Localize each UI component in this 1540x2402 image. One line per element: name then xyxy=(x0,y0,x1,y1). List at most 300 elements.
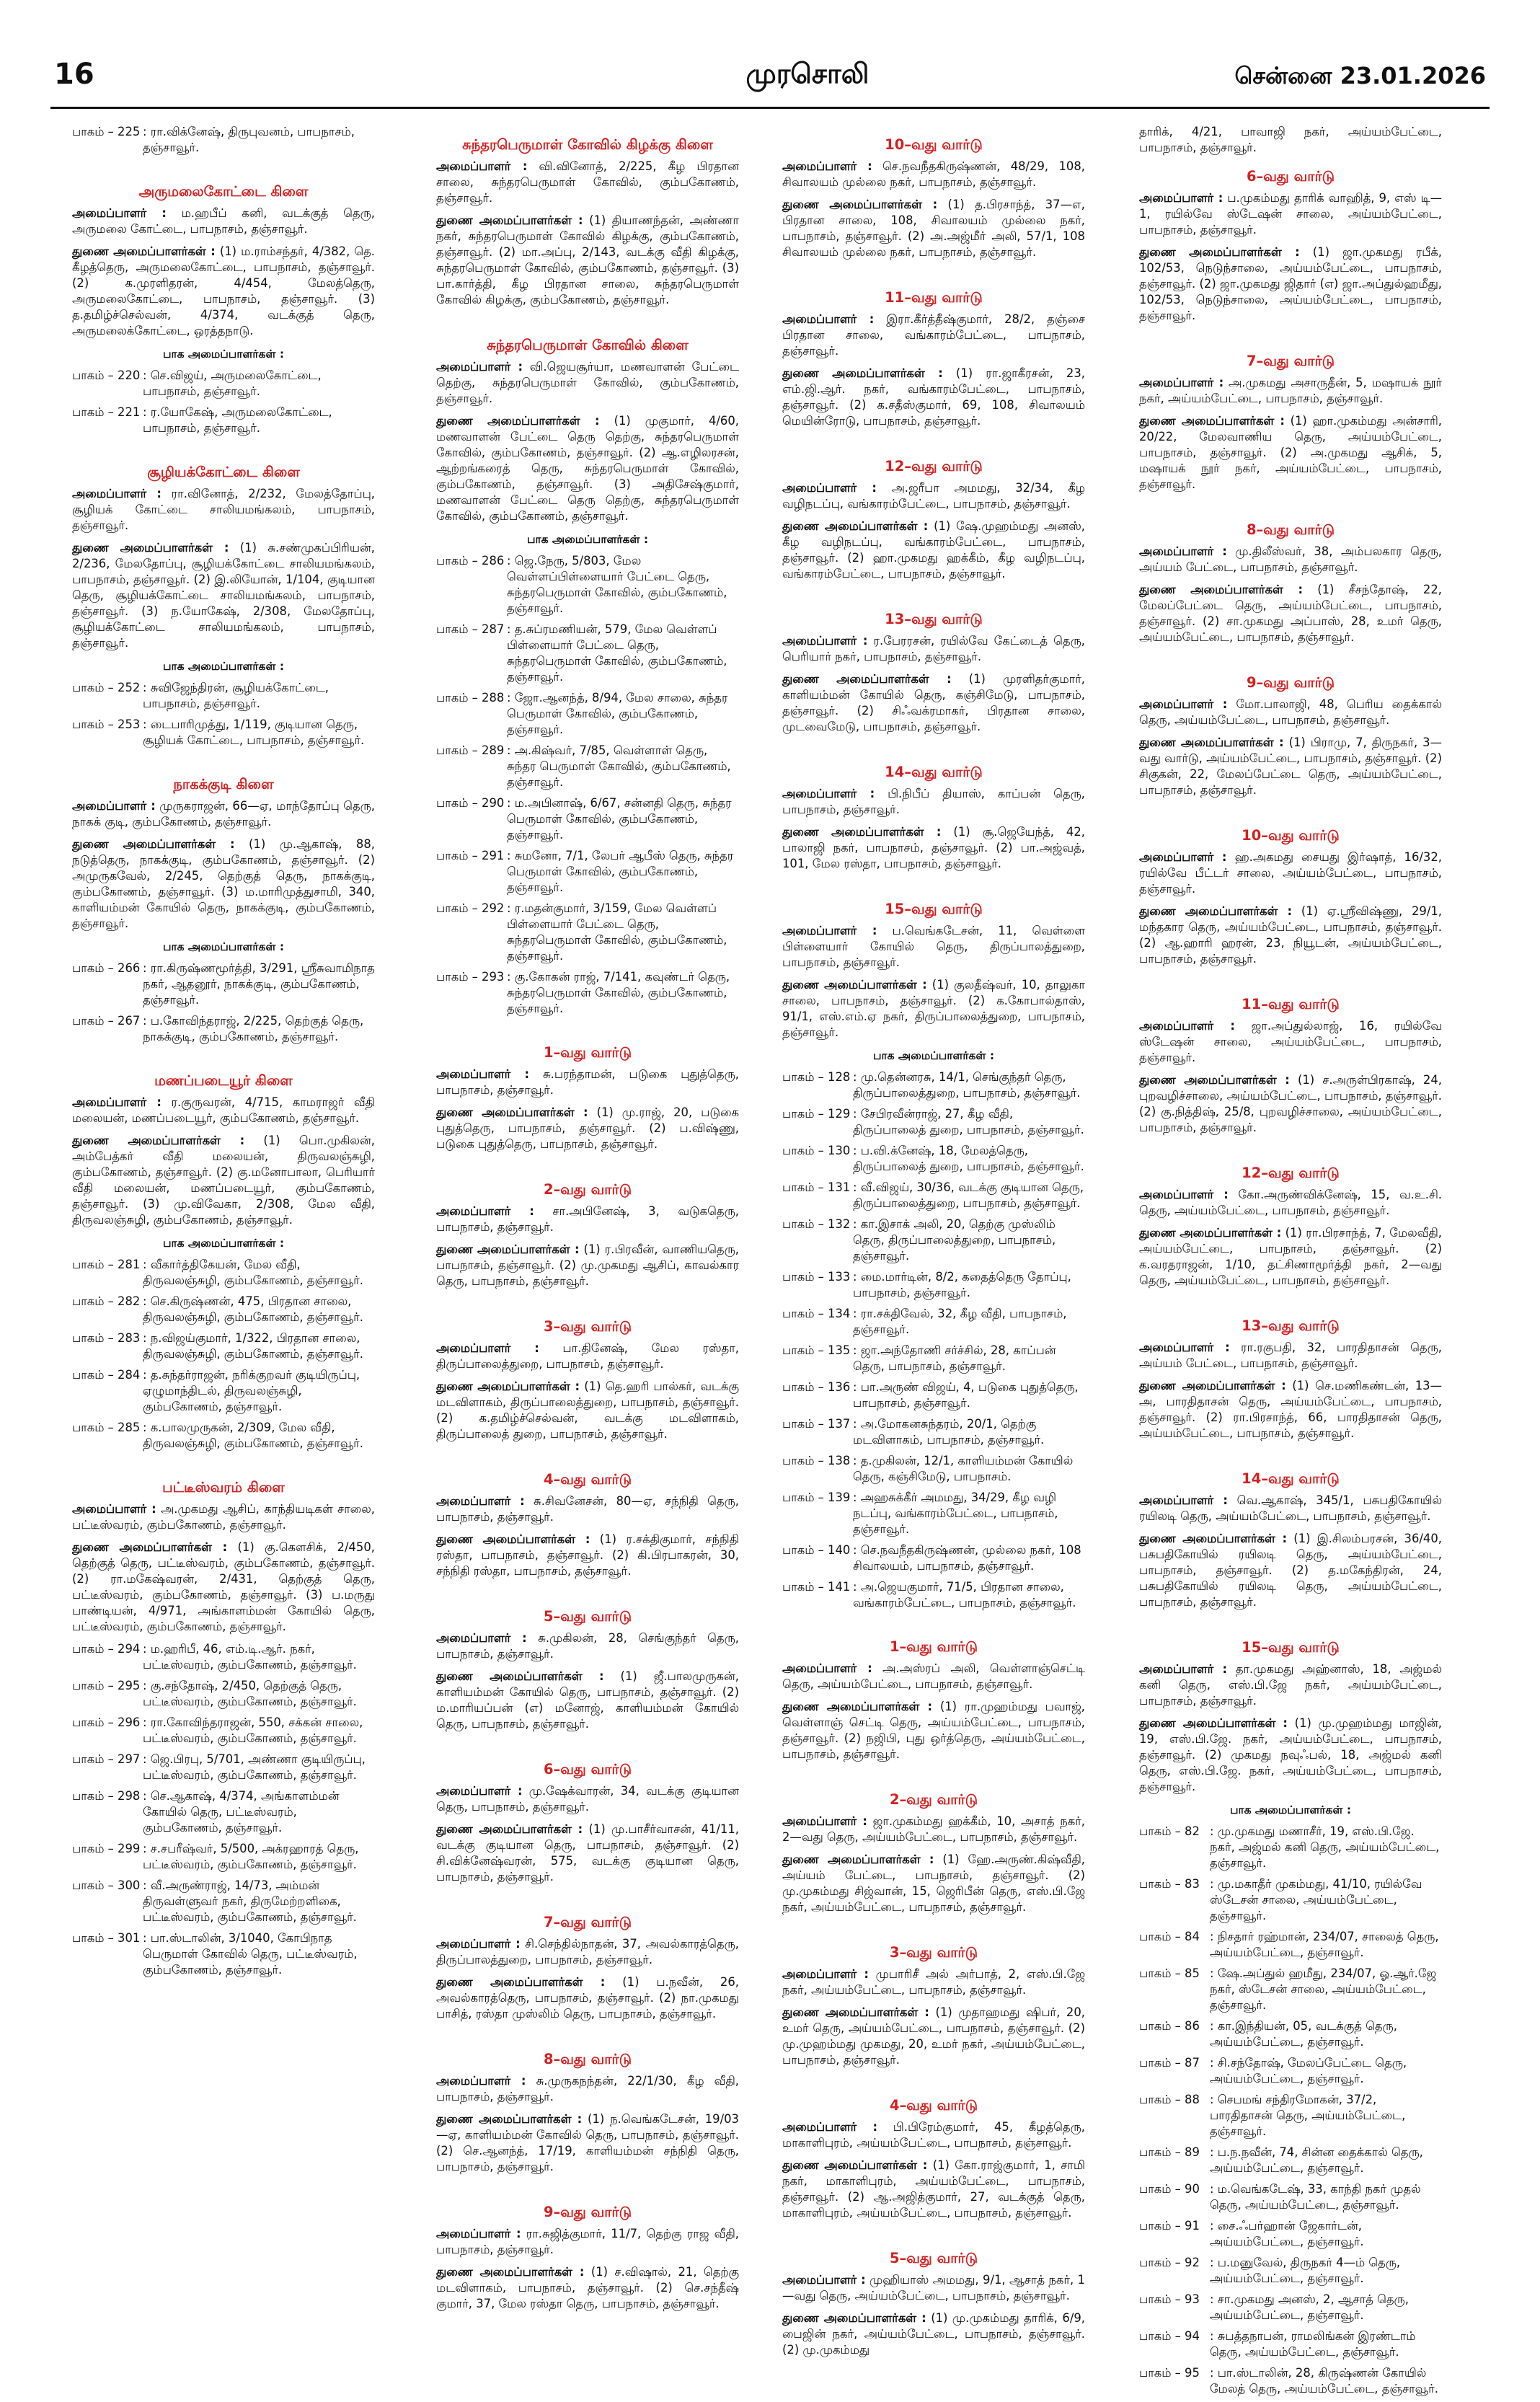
section xyxy=(1139,1295,1442,1441)
section-gap xyxy=(436,314,739,324)
section xyxy=(782,588,1085,735)
role-label: துணை அமைப்பாளர்கள் : xyxy=(72,837,235,851)
section-title: 3–வது வார்டு xyxy=(543,1318,632,1335)
booth-number: பாகம் – 82 xyxy=(1139,1824,1200,1838)
booth-person: : ரா.சக்திவேல், 32, கீழ வீதி, பாபநாசம், தஞ்சாவூர். xyxy=(853,1307,1067,1336)
member-paragraph xyxy=(1139,735,1442,798)
member-paragraph xyxy=(1139,1493,1442,1524)
booth-number: பாகம் – 134 xyxy=(782,1307,851,1320)
member-paragraph xyxy=(782,197,1085,260)
booth-person: : கா.இந்தியன், 05, வடக்குத் தெரு, அய்யம்பேட்டை, தஞ்சாவூர். xyxy=(1210,2019,1397,2049)
member-details: (1) மு.பாசீர்வாசன், 41/11, வடக்கு குடியான தெரு, பாபநாசம், தஞ்சாவூர். (2) சி.விக்னேஷ்வரன், 575, வடக்கு குடியான தெரு, பாபநாசம், தஞ்சாவூர். xyxy=(436,1822,739,1884)
booth-entry xyxy=(72,1294,375,1325)
member-paragraph xyxy=(782,1699,1085,1762)
member-paragraph xyxy=(436,2111,739,2175)
newspaper-name: முரசொலி xyxy=(745,58,869,89)
section-gap xyxy=(72,161,375,171)
role-label: அமைப்பாளர் : xyxy=(1139,191,1223,205)
section-gap xyxy=(1139,1617,1442,1627)
member-paragraph xyxy=(436,1783,739,1815)
booth-person: : ஜெ.நேரு, 5/803, மேல வெள்ளப்பிள்ளையார் பேட்டை தெரு, சுந்தரபெருமாள் கோவில், கும்பகோணம், தஞ்சாவூர். xyxy=(507,554,727,615)
section-title: 2–வது வார்டு xyxy=(889,1791,978,1808)
member-details: ரா.ரகுபதி, 32, பாரதிதாசன் தெரு, அய்யம் பேட்டை, பாபநாசம், தஞ்சாவூர். xyxy=(1139,1341,1442,1370)
role-label: துணை அமைப்பாளர்கள் : xyxy=(1139,414,1285,428)
booth-number: பாகம் – 137 xyxy=(782,1417,851,1431)
member-details: (1) சு.சண்முகப்பிரியன், 2/236, மேலதோப்பு, சூழியக்கோட்டை சாலியமங்கலம், பாபநாசம், தஞ்சாவூர். (2) இ.லியோன், 1/104, குடியான தெரு, சூழியக்கோட்டை சாலியமங்கலம், பாபநாசம், தஞ்சாவூர். (3) ந.யோகேஷ், 2/308, மேலதோப்பு, சூழியக்கோட்டை சாலியமங்கலம், பாபநாசம், தஞ்சாவூர். xyxy=(72,541,375,650)
role-label: அமைப்பாளர் : xyxy=(1139,697,1228,711)
booth-entry xyxy=(72,1367,375,1415)
section-title: நாகக்குடி கிளை xyxy=(173,776,274,792)
role-label: துணை அமைப்பாளர்கள் : xyxy=(436,1242,580,1256)
section xyxy=(436,314,739,1017)
section xyxy=(782,1616,1085,1762)
booth-person: : சா.முகமது அனஸ், 2, ஆசாத் தெரு, அய்யம்பேட்டை, தஞ்சாவூர். xyxy=(1210,2292,1409,2322)
booth-entry xyxy=(782,1490,1085,1537)
booth-number: பாகம் – 135 xyxy=(782,1343,851,1357)
section xyxy=(782,2227,1085,2358)
booth-number: பாகம் – 285 xyxy=(72,1421,141,1434)
member-details: (1) ச.விஷால், 21, தெற்கு மடவிளாகம், பாபநாசம், தஞ்சாவூர். (2) செ.சந்தீஷ் குமார், 37, மேல ரஸ்தா தெரு, பாபநாசம், தஞ்சாவூர். xyxy=(436,2265,739,2310)
booth-entry xyxy=(72,1013,375,1045)
member-paragraph xyxy=(1139,697,1442,728)
section-title: 13–வது வார்டு xyxy=(1242,1317,1340,1334)
section-gap xyxy=(436,1891,739,1902)
role-label: அமைப்பாளர் : xyxy=(782,2273,866,2287)
booth-person: : சுமனோ, 7/1, லேபர் ஆபீஸ் தெரு, சுந்தர பெருமாள் கோவில், கும்பகோணம், தஞ்சாவூர். xyxy=(507,849,734,894)
booth-person: : வீகார்த்திகேயன், மேல வீதி, திருவலஞ்சுழி, கும்பகோணம், தஞ்சாவூர். xyxy=(143,1258,363,1287)
member-details: ஹ.அகமது சையது இர்ஷாத், 16/32, ரயில்வே பீட்டர் சாலை, அய்யம்பேட்டை, பாபநாசம், தஞ்சாவூர். xyxy=(1139,850,1442,896)
role-label: அமைப்பாளர் : xyxy=(436,2074,526,2088)
section xyxy=(436,1296,739,1442)
member-details: வி.ஜெயசூர்யா, மணவாளன் பேட்டை தெற்கு, சுந்தரபெருமாள் கோவில், கும்பகோணம், தஞ்சாவூர். xyxy=(436,360,739,405)
section-gap xyxy=(782,741,1085,751)
section-title: 12–வது வார்டு xyxy=(1242,1165,1340,1181)
role-label: அமைப்பாளர் : xyxy=(436,1204,534,1218)
role-label: அமைப்பாளர் : xyxy=(1139,850,1227,864)
booth-number: பாகம் – 140 xyxy=(782,1543,851,1557)
member-paragraph xyxy=(782,2158,1085,2221)
member-details: (1) கோ.ராஜ்குமார், 1, சாமி நகர், மாகாளிபுரம், அய்யம்பேட்டை, பாபநாசம், தஞ்சாவூர். (2) ஆ.அஜித்குமார், 27, வடக்குத் தெரு, மாகாளிபுரம், அய்யம்பேட்டை, பாபநாசம், தஞ்சாவூர். xyxy=(782,2158,1085,2220)
role-label: துணை அமைப்பாளர்கள் : xyxy=(436,213,583,227)
member-details: மு.திலீஸ்வர், 38, அம்பலகார தெரு, அய்யம் பேட்டை, பாபநாசம், தஞ்சாவூர். xyxy=(1139,544,1442,574)
booth-number: பாகம் – 289 xyxy=(436,743,505,757)
role-label: துணை அமைப்பாளர்கள் : xyxy=(1139,904,1293,918)
section-title: 4–வது வார்டு xyxy=(543,1471,632,1488)
member-details: (1) சூ.ஜெயேந்த், 42, பாலாஜி நகர், பாபநாசம், தஞ்சாவூர். (2) பா.அஜ்வத், 101, மேல ரஸ்தா, பாபநாசம், தஞ்சாவூர். xyxy=(782,825,1085,870)
section-gap xyxy=(72,1050,375,1060)
booth-entry xyxy=(72,1257,375,1289)
member-details: (1) ரா.முஹம்மது பவாஜ், வெள்ளாஞ் செட்டி தெரு, அய்யம்பேட்டை, பாபநாசம், தஞ்சாவூர். (2) நஜிபி, புது ஒர்த்தெரு, அய்யம்பேட்டை, பாபநாசம், தஞ்சாவூர். xyxy=(782,1700,1085,1761)
section-title: 7–வது வார்டு xyxy=(1246,353,1335,369)
member-details: (1) ர.பிரவீன், வாணியதெரு, பாபநாசம், தஞ்சாவூர். (2) மு.முகமது ஆசிப், காவல்கார தெரு, பாபநாசம், தஞ்சாவூர். xyxy=(436,1242,739,1288)
role-label: அமைப்பாளர் : xyxy=(436,1937,521,1951)
booth-number: பாகம் – 132 xyxy=(782,1217,851,1231)
section-title: பட்டீஸ்வரம் கிளை xyxy=(162,1479,285,1496)
booth-number: பாகம் – 84 xyxy=(1139,1930,1200,1943)
section xyxy=(72,161,375,436)
booth-number: பாகம் – 292 xyxy=(436,901,505,915)
booth-entry xyxy=(1139,1929,1442,1961)
member-paragraph xyxy=(72,206,375,237)
section-gap xyxy=(782,1616,1085,1626)
booth-entry xyxy=(782,1269,1085,1301)
booth-number: பாகம் – 88 xyxy=(1139,2093,1200,2106)
booth-person: : மு.தென்னரசு, 14/1, செங்குந்தர் தெரு, திருப்பாலைத்துறை, பாபநாசம், தஞ்சாவூர். xyxy=(853,1070,1081,1100)
member-details: (1) ம.ராம்சந்தர், 4/382, தெ. கீழத்தெரு, அருமலைகோட்டை, பாபநாசம், தஞ்சாவூர். (2) க.முரளிதரன், 4/454, மேலத்தெரு, அருமலைகோட்டை, பாபநாசம், தஞ்சாவூர். (3) த.தமிழ்ச்செல்வன், 4/374, வடக்குத் தெரு, அருமலைக்கோட்டை, ஒரத்தநாடு. xyxy=(72,244,375,337)
section xyxy=(436,1159,739,1289)
role-label: அமைப்பாளர் : xyxy=(1139,1493,1228,1507)
booth-number: பாகம் – 89 xyxy=(1139,2145,1200,2159)
member-details: வெ.ஆகாஷ், 345/1, பசுபதிகோயில் ரயிலடி தெரு, அய்யம்பேட்டை, பாபநாசம், தஞ்சாவூர். xyxy=(1139,1493,1442,1523)
booth-person: : மு.முகமது மணாசீர், 19, எஸ்.பி.ஜே. நகர், அஜ்மல் கனி தெரு, அய்யம்பேட்டை, தஞ்சாவூர். xyxy=(1210,1824,1440,1870)
booth-person: : த.சுப்ரமணியன், 579, மேல வெள்ளப் பிள்ளையார் பேட்டை தெரு, சுந்தரபெருமாள் கோவில், கும்பகோணம், தஞ்சாவூர். xyxy=(507,622,727,684)
member-details: அ.முகமது ஆசிப், காந்தியடிகள் சாலை, பட்டீஸ்வரம், கும்பகோணம், தஞ்சாவூர். xyxy=(72,1502,375,1532)
booth-entry xyxy=(782,1143,1085,1175)
section xyxy=(1139,1617,1442,2397)
booth-entry xyxy=(72,1715,375,1747)
booth-entry xyxy=(782,1343,1085,1374)
member-paragraph xyxy=(1139,413,1442,493)
booth-entry xyxy=(1139,2181,1442,2213)
booth-number: பாகம் – 133 xyxy=(782,1270,851,1284)
booth-person: : மை.மார்டின், 8/2, கதைத்தெரு தோப்பு, பாபநாசம், தஞ்சாவூர். xyxy=(853,1270,1071,1299)
section-gap xyxy=(72,441,375,451)
section-title: 6–வது வார்டு xyxy=(1246,168,1335,185)
role-label: அமைப்பாளர் : xyxy=(1139,376,1224,389)
role-label: அமைப்பாளர் : xyxy=(72,487,161,500)
booth-entry xyxy=(436,795,739,843)
member-details: (1) ப.நவீன், 26, அவல்காரத்தெரு, பாபநாசம், தஞ்சாவூர். (2) நா.முகமது பாசித், ரஸ்தா முஸ்லிம் தெரு, பாபநாசம், தஞ்சாவூர். xyxy=(436,1975,739,2021)
booth-entry xyxy=(72,1641,375,1673)
section-title: 8–வது வார்டு xyxy=(1246,521,1335,538)
member-details: (1) தெ.ஹரி பால்கர், வடக்கு மடவிளாகம், திருப்பாலைத்துறை, பாபநாசம், தஞ்சாவூர். (2) க.தமிழ்ச்செல்வன், வடக்கு மடவிளாகம், திருப்பாலைத் துறை, பாபநாசம், தஞ்சாவூர். xyxy=(436,1379,739,1441)
member-paragraph xyxy=(782,923,1085,971)
booth-entry xyxy=(72,124,375,156)
section-gap xyxy=(1139,805,1442,815)
member-paragraph xyxy=(436,413,739,524)
section-gap xyxy=(72,754,375,764)
section-title: 9–வது வார்டு xyxy=(1246,674,1335,691)
booth-person: : த.சுந்தர்ராஜன், நரிக்குறவர் குடியிருப்பு, ஏழுமாந்திடல், திருவலஞ்சுழி, கும்பகோணம், தஞ்சாவூர். xyxy=(143,1368,360,1413)
section-title: 5–வது வார்டு xyxy=(543,1608,632,1625)
booth-entry xyxy=(1139,2292,1442,2323)
section-title: 8–வது வார்டு xyxy=(543,2051,632,2067)
role-label: துணை அமைப்பாளர்கள் : xyxy=(782,672,952,686)
section-gap xyxy=(436,2028,739,2039)
section xyxy=(72,1457,375,1978)
role-label: அமைப்பாளர் : xyxy=(1139,544,1227,558)
booth-person: : செ.கிருஷ்ணன், 475, பிரதான சாலை, திருவலஞ்சுழி, கும்பகோணம், தஞ்சாவூர். xyxy=(143,1294,363,1324)
role-label: துணை அமைப்பாளர்கள் : xyxy=(72,1540,228,1554)
booth-entry xyxy=(1139,2218,1442,2250)
section xyxy=(1139,499,1442,645)
member-details: (1) முகுமார், 4/60, மணவாளன் பேட்டை தெரு தெற்கு, சுந்தரபெருமாள் கோவில், கும்பகோணம், தஞ்சாவூர். (2) ஆ.எழிலரசன், ஆற்றங்கரைத் தெரு, சுந்தரபெருமாள் கோவில், கும்பகோணம், தஞ்சாவூர். (3) அதிசேஷ்குமார், மணவாளன் பேட்டை தெரு தெற்கு, சுந்தரபெருமாள் கோவில், கும்பகோணம், தஞ்சாவூர். xyxy=(436,414,739,523)
member-paragraph xyxy=(436,1822,739,1885)
role-label: அமைப்பாளர் : xyxy=(782,924,877,937)
member-paragraph xyxy=(72,244,375,339)
section-title: அருமலைகோட்டை கிளை xyxy=(138,183,309,200)
booth-number: பாகம் – 282 xyxy=(72,1294,141,1308)
section xyxy=(1139,1448,1442,1610)
member-paragraph xyxy=(782,671,1085,735)
member-paragraph xyxy=(782,2005,1085,2068)
member-paragraph xyxy=(72,1501,375,1533)
booth-person: : ரா.கிருஷ்ணமூர்த்தி, 3/291, ஸ்ரீசுவாமிநாத நகர், ஆதனூர், நாகக்குடி, கும்பகோணம், தஞ்சாவூர். xyxy=(143,961,375,1007)
member-paragraph xyxy=(782,2272,1085,2304)
role-label: துணை அமைப்பாளர்கள் : xyxy=(1139,1379,1286,1392)
booth-number: பாகம் – 141 xyxy=(782,1580,851,1594)
member-paragraph xyxy=(1139,1531,1442,1610)
page-number: 16 xyxy=(54,58,94,91)
member-paragraph xyxy=(436,1067,739,1098)
section-gap xyxy=(782,588,1085,599)
booth-person: : சி.சந்தோஷ், மேலப்பேட்டை தெரு, அய்யம்பேட்டை, தஞ்சாவூர். xyxy=(1210,2056,1407,2085)
role-label: துணை அமைப்பாளர்கள் : xyxy=(436,2265,585,2279)
section xyxy=(1139,330,1442,493)
member-paragraph xyxy=(782,366,1085,429)
member-paragraph xyxy=(1139,190,1442,238)
header-rule xyxy=(50,107,1490,109)
booth-person: : பா.ஸ்டாலின், 28, கிருஷ்ணன் கோயில் மேலத் தெரு, அய்யம்பேட்டை, தஞ்சாவூர். xyxy=(1210,2366,1438,2396)
section-gap xyxy=(1139,330,1442,340)
booth-entry xyxy=(782,1453,1085,1485)
role-label: அமைப்பாளர் : xyxy=(782,159,872,173)
member-paragraph xyxy=(436,1936,739,1968)
booth-number: பாகம் – 291 xyxy=(436,849,505,862)
member-details: (1) மு.முஹம்மது மாஜின், 19, எஸ்.பி.ஜே. நகர், அய்யம்பேட்டை, பாபநாசம், தஞ்சாவூர். (2) முகமது நவுஃபல், 18, அஜ்மல் கனி தெரு, எஸ்.பி.ஜே. நகர், அய்யம்பேட்டை, பாபநாசம், தஞ்சாவூர். xyxy=(1139,1716,1442,1793)
booth-number: பாகம் – 286 xyxy=(436,554,505,568)
section-title: 14–வது வார்டு xyxy=(885,764,983,780)
section xyxy=(1139,652,1442,798)
member-details: (1) மு.ராஜ், 20, படுகை புதுத்தெரு, பாபநாசம், தஞ்சாவூர். (2) ப.விஷ்ணு, படுகை புதுத்தெரு, பாபநாசம், தஞ்சாவூர். xyxy=(436,1105,739,1151)
booth-number: பாகம் – 266 xyxy=(72,961,141,975)
booth-entry xyxy=(72,405,375,436)
role-label: துணை அமைப்பாளர்கள் : xyxy=(782,2311,926,2325)
member-details: அ.ஜரீபா அமமது, 32/34, கீழ வழிநடப்பு, வங்காரம்பேட்டை, பாபநாசம், தஞ்சாவூர். xyxy=(782,481,1085,511)
section-gap xyxy=(1139,973,1442,984)
booth-number: பாகம் – 128 xyxy=(782,1070,851,1084)
member-details: (1) ஹே.அருண்.கிஷ்வீதி, அய்யம் பேட்டை, பாபநாசம், தஞ்சாவூர். (2) மு.முகம்மது சிஜ்வான், 15, ஜெரிபீன் தெரு, எஸ்.பி.ஜே நகர், அய்யம்பேட்டை, பாபநாசம், தஞ்சாவூர். xyxy=(782,1853,1085,1914)
member-paragraph xyxy=(72,836,375,932)
role-label: அமைப்பாளர் : xyxy=(1139,1341,1230,1354)
role-label: துணை அமைப்பாளர்கள் : xyxy=(72,244,216,258)
role-label: அமைப்பாளர் : xyxy=(436,1341,539,1355)
section-gap xyxy=(436,1296,739,1306)
booth-entry xyxy=(436,848,739,896)
role-label: துணை அமைப்பாளர்கள் : xyxy=(72,1134,245,1147)
member-details: (1) முதாஹமது ஷிபர், 20, உமர் தெரு, அய்யம்பேட்டை, பாபநாசம், தஞ்சாவூர். (2) மு.முஹம்மது முகமது, 20, உமர் நகர், அய்யம்பேட்டை, பாபநாசம், தஞ்சாவூர். xyxy=(782,2005,1085,2067)
member-details: (1) இ.சிலம்பரசன், 36/40, பசுபதிகோயில் ரயிலடி தெரு, அய்யம்பேட்டை, பாபநாசம், தஞ்சாவூர். (2) த.மகேந்திரன், 24, பசுபதிகோயில் ரயிலடி தெரு, அய்யம்பேட்டை, பாபநாசம், தஞ்சாவூர். xyxy=(1139,1532,1442,1609)
subheading: பாக அமைப்பாளர்கள் : xyxy=(872,1049,995,1062)
role-label: துணை அமைப்பாளர்கள் : xyxy=(1139,1073,1290,1087)
member-paragraph xyxy=(436,1974,739,2022)
booth-number: பாகம் – 92 xyxy=(1139,2256,1200,2269)
section-gap xyxy=(436,1159,739,1169)
section-gap xyxy=(1139,499,1442,509)
booth-person: : ஜா.அந்தோணி சர்ச்சில், 28, காப்பன் தெரு, பாபநாசம், தஞ்சாவூர். xyxy=(853,1343,1056,1373)
member-details: (1) பொ.முகிலன், அம்பேத்கர் வீதி மலையன், திருவலஞ்சுழி, கும்பகோணம், தஞ்சாவூர். (2) கு.மனோபாலா, பெரியார் வீதி மலையன், மணப்படையூர், கும்பகோணம், தஞ்சாவூர். (3) மு.விவேகா, 2/308, மேல வீதி, திருவலஞ்சுழி, கும்பகோணம், தஞ்சாவூர். xyxy=(72,1134,375,1227)
section xyxy=(1139,169,1442,324)
section-title: 11–வது வார்டு xyxy=(1242,996,1340,1012)
section-title: 14–வது வார்டு xyxy=(1242,1470,1340,1487)
booth-person: : ரா.விக்னேஷ், திருபுவனம், பாபநாசம், தஞ்சாவூர். xyxy=(143,125,355,154)
section xyxy=(1139,1142,1442,1289)
member-paragraph xyxy=(782,1852,1085,1915)
booth-person: : ஷே.அப்துல் ஹமீது, 234/07, ஓ.ஆர்.ஜே நகர், ஸ்டேசன் சாலை, அய்யம்பேட்டை, தஞ்சாவூர். xyxy=(1210,1966,1437,2012)
role-label: அமைப்பாளர் : xyxy=(436,2227,521,2240)
booth-person: : ரா.கோவிந்தராஜன், 550, சக்கன் சாலை, பட்டீஸ்வரம், கும்பகோணம், தஞ்சாவூர். xyxy=(143,1716,363,1745)
member-paragraph xyxy=(436,1630,739,1662)
role-label: அமைப்பாளர் : xyxy=(436,1784,523,1798)
column-1 xyxy=(72,124,375,1983)
subheading: பாக அமைப்பாளர்கள் : xyxy=(162,348,285,361)
member-details: (1) மு.ஆகாஷ், 88, நடுத்தெரு, நாகக்குடி, கும்பகோணம், தஞ்சாவூர். (2) அமுருகவேல், 2/245, தெற்குத் தெரு, நாகக்குடி, கும்பகோணம், தஞ்சாவூர். (3) ம.மாரிமுத்துசாமி, 340, காளியம்மன் கோயில் தெரு, நாகக்குடி, கும்பகோணம், தஞ்சாவூர். xyxy=(72,837,375,930)
role-label: துணை அமைப்பாளர்கள் : xyxy=(782,978,927,992)
booth-number: பாகம் – 298 xyxy=(72,1789,141,1803)
member-paragraph xyxy=(436,1669,739,1732)
section-title: 7–வது வார்டு xyxy=(543,1914,632,1930)
booth-entry xyxy=(782,1306,1085,1338)
member-paragraph xyxy=(436,1532,739,1579)
subheading: பாக அமைப்பாளர்கள் : xyxy=(162,660,285,673)
role-label: அமைப்பாளர் : xyxy=(782,1967,869,1981)
booth-person: : ம.வெங்கடேஷ், 33, காந்தி நகர் முதல் தெரு, அய்யம்பேட்டை, தஞ்சாவூர். xyxy=(1210,2182,1421,2212)
member-paragraph xyxy=(782,1814,1085,1845)
booth-person: : க.பாலமுருகன், 2/309, மேல வீதி, திருவலஞ்சுழி, கும்பகோணம், தஞ்சாவூர். xyxy=(143,1421,363,1450)
booth-entry xyxy=(72,1930,375,1978)
booth-entry xyxy=(782,1542,1085,1574)
section-title: சூழியக்கோட்டை கிளை xyxy=(147,464,300,480)
section-title: 11–வது வார்டு xyxy=(885,289,983,306)
role-label: துணை அமைப்பாளர்கள் : xyxy=(436,2112,583,2126)
member-paragraph xyxy=(436,1493,739,1525)
role-label: அமைப்பாளர் : xyxy=(782,312,875,326)
role-label: துணை அமைப்பாளர்கள் : xyxy=(782,1700,933,1713)
section-title: 15–வது வார்டு xyxy=(885,901,983,917)
member-details: ம.ஹபீப் கனி, வடக்குத் தெரு, அருமலை கோட்டை, பாபநாசம், தஞ்சாவூர். xyxy=(72,206,375,236)
role-label: துணை அமைப்பாளர்கள் : xyxy=(436,1379,580,1393)
role-label: துணை அமைப்பாளர்கள் : xyxy=(1139,1532,1288,1545)
role-label: அமைப்பாளர் : xyxy=(782,787,875,800)
booth-number: பாகம் – 129 xyxy=(782,1107,851,1121)
booth-person: : அஹசுக்கீர் அமமது, 34/29, கீழ வழி நடப்பு, வங்காரம்பேட்டை, பாபநாசம், தஞ்சாவூர். xyxy=(853,1491,1058,1536)
section-gap xyxy=(782,267,1085,277)
role-label: துணை அமைப்பாளர்கள் : xyxy=(782,2158,928,2172)
section xyxy=(782,741,1085,872)
booth-number: பாகம் – 288 xyxy=(436,691,505,705)
booth-number: பாகம் – 131 xyxy=(782,1180,851,1194)
member-details: (1) ச.அருள்பிரகாஷ், 24, புறவழிச்சாலை, அய்யம்பேட்டை, பாபநாசம், தஞ்சாவூர். (2) கு.நித்திஷ், 25/8, புறவழிச்சாலை, அய்யம்பேட்டை, பாபநாசம், தஞ்சாவூர். xyxy=(1139,1073,1442,1134)
member-paragraph xyxy=(1139,1072,1442,1136)
member-details: (1) ரா.ஜாகீரசன், 23, எம்.ஜி.ஆர். நகர், வங்காரம்பேட்டை, பாபநாசம், தஞ்சாவூர். (2) க.சதீஸ்குமார், 69, 108, சிவாலயம் மெயின்ரோடு, பாபநாசம், தஞ்சாவூர். xyxy=(782,366,1085,428)
member-details: (1) ரா.பிரசாந்த், 7, மேலவீதி, அய்யம்பேட்டை, பாபநாசம், தஞ்சாவூர். (2) க.வரதராஜன், 1/10, தட்சிணாமூர்த்தி நகர், 2—வது தெரு, அய்யம்பேட்டை, பாபநாசம், தஞ்சாவூர். xyxy=(1139,1226,1442,1287)
member-paragraph xyxy=(782,824,1085,872)
booth-person: : செ.ஆகாஷ், 4/374, அங்காளம்மன் கோயில் தெரு, பட்டீஸ்வரம், கும்பகோணம், தஞ்சாவூர். xyxy=(143,1789,340,1834)
booth-entry xyxy=(1139,1824,1442,1871)
member-details: ர.பேரரசன், ரயில்வே கேட்டைத் தெரு, பெரியார் நகர், பாபநாசம், தஞ்சாவூர். xyxy=(782,634,1085,663)
booth-person: : பா.ஸ்டாலின், 3/1040, கோபிநாத பெருமாள் கோவில் தெரு, பட்டீஸ்வரம், கும்பகோணம், தஞ்சாவூர். xyxy=(143,1931,358,1977)
member-paragraph xyxy=(436,1341,739,1372)
member-details: அ.முகமது அசாருதீன், 5, மஷாயக் நூர் நகர், அய்யம்பேட்டை, பாபநாசம், தஞ்சாவூர். xyxy=(1139,376,1442,405)
role-label: துணை அமைப்பாளர்கள் : xyxy=(72,541,229,555)
booth-number: பாகம் – 95 xyxy=(1139,2366,1200,2380)
booth-entry xyxy=(436,901,739,964)
booth-entry xyxy=(1139,1876,1442,1924)
section-title: 12–வது வார்டு xyxy=(885,458,983,474)
section xyxy=(1139,973,1442,1136)
member-paragraph xyxy=(1139,1018,1442,1066)
booth-number: பாகம் – 295 xyxy=(72,1679,141,1692)
section-title: சுந்தரபெருமாள் கோவில் கிழக்கு கிளை xyxy=(462,136,713,153)
role-label: அமைப்பாளர் : xyxy=(782,1814,867,1828)
member-details: பி.நிபீப் தியாஸ், காப்பன் தெரு, பாபநாசம், தஞ்சாவூர். xyxy=(782,787,1085,816)
role-label: துணை அமைப்பாளர்கள் : xyxy=(782,1853,934,1866)
role-label: அமைப்பாளர் : xyxy=(436,1631,527,1645)
role-label: துணை அமைப்பாளர்கள் : xyxy=(782,198,938,211)
booth-person: : சுபத்தநாபன், ராமலிங்கன் இரண்டாம் தெரு, அய்யம்பேட்டை, தஞ்சாவூர். xyxy=(1210,2329,1416,2359)
member-details: (1) சீசந்தோஷ், 22, மேலப்பேட்டை தெரு, அய்யம்பேட்டை, பாபநாசம், தஞ்சாவூர். (2) சா.முகமது அப்பாஸ், 28, உமர் தெரு, அய்யம்பேட்டை, பாபநாசம், தஞ்சாவூர். xyxy=(1139,583,1442,644)
continued-text: தாரிக், 4/21, பாவாஜி நகர், அய்யம்பேட்டை, பாபநாசம், தஞ்சாவூர். xyxy=(1139,125,1442,154)
member-paragraph xyxy=(436,2264,739,2312)
section-title: 10–வது வார்டு xyxy=(885,136,983,153)
section-gap xyxy=(1139,1142,1442,1152)
role-label: துணை அமைப்பாளர்கள் : xyxy=(436,1532,590,1546)
section xyxy=(72,754,375,1045)
booth-person: : செபமங் சந்திரமோகன், 37/2, பாரதிதாசன் தெரு, அய்யம்பேட்டை, தஞ்சாவூர். xyxy=(1210,2093,1406,2138)
member-paragraph xyxy=(72,1133,375,1228)
member-paragraph xyxy=(436,1379,739,1442)
member-paragraph xyxy=(436,213,739,308)
member-paragraph xyxy=(782,159,1085,190)
section-gap xyxy=(436,1586,739,1596)
booth-entry xyxy=(782,1379,1085,1411)
booth-entry xyxy=(1139,2145,1442,2176)
member-details: தா.முகமது அஹ்னாஸ், 18, அஜ்மல் கனி தெரு, எஸ்.பி.ஜே நகர், அய்யம்பேட்டை, பாபநாசம், தஞ்சாவூர். xyxy=(1139,1662,1442,1708)
role-label: துணை அமைப்பாளர்கள் : xyxy=(1139,736,1284,749)
section-title: 1–வது வார்டு xyxy=(889,1638,978,1655)
column-2 xyxy=(436,124,739,2318)
column-4 xyxy=(1139,124,1442,2402)
role-label: அமைப்பாளர் : xyxy=(436,1494,525,1508)
booth-entry xyxy=(72,1788,375,1836)
role-label: துணை அமைப்பாளர்கள் : xyxy=(782,519,929,533)
member-details: (1) ஜா.முகமது ரபீக், 102/53, நெடுந்சாலை, அய்யம்பேட்டை, பாபநாசம், தஞ்சாவூர். (2) ஜா.முகமது ஜிதார் (எ) ஜா.அப்துல்ஹமீது, 102/53, நெடுந்சாலை, அய்யம்பேட்டை, பாபநாசம், தஞ்சாவூர். xyxy=(1139,245,1442,322)
booth-entry xyxy=(1139,2255,1442,2287)
member-details: அ.அஸ்ரப் அலி, வெள்ளாஞ்செட்டி தெரு, அய்யம்பேட்டை, பாபநாசம், தஞ்சாவூர். xyxy=(782,1661,1085,1691)
role-label: அமைப்பாளர் : xyxy=(1139,1662,1228,1676)
member-paragraph xyxy=(782,786,1085,818)
booth-person: : த.முகிலன், 12/1, காளியம்மன் கோயில் தெரு, கஞ்சிமேடு, பாபநாசம். xyxy=(853,1454,1074,1483)
booth-person: : அ.ஜெயகுமார், 71/5, பிரதான சாலை, வங்காரம்பேட்டை, பாபநாசம், தஞ்சாவூர். xyxy=(853,1580,1076,1610)
subheading: பாக அமைப்பாளர்கள் : xyxy=(162,940,285,953)
booth-number: பாகம் – 86 xyxy=(1139,2019,1200,2033)
member-details: (1) கு.கௌசிக், 2/450, தெற்குத் தெரு, பட்டீஸ்வரம், கும்பகோணம், தஞ்சாவூர். (2) ரா.மகேஷ்வரன், 2/431, தெற்குத் தெரு, பட்டீஸ்வரம், கும்பகோணம், தஞ்சாவூர். (3) ப.மருது பாண்டியன், 4/971, அங்காளம்மன் கோயில் தெரு, பட்டீஸ்வரம், கும்பகோணம், தஞ்சாவூர். xyxy=(72,1540,375,1633)
role-label: துணை அமைப்பாளர்கள் : xyxy=(436,1975,606,1989)
booth-person: : ப.மனுவேல், திருநகர் 4—ம் தெரு, அய்யம்பேட்டை, தஞ்சாவூர். xyxy=(1210,2256,1401,2285)
section-gap xyxy=(782,2075,1085,2085)
booth-entry xyxy=(72,680,375,712)
booth-person: : சை.ஃபர்ஹான் ஜேகார்டன், அய்யம்பேட்டை, தஞ்சாவூர். xyxy=(1210,2219,1364,2248)
booth-number: பாகம் – 220 xyxy=(72,368,141,382)
role-label: துணை அமைப்பாளர்கள் : xyxy=(782,366,943,380)
booth-number: பாகம் – 301 xyxy=(72,1931,141,1945)
section-title: 13–வது வார்டு xyxy=(885,611,983,627)
booth-person: : ப.வி.க்னேஷ், 18, மேலத்தெரு, திருப்பாலைத் துறை, பாபநாசம், தஞ்சாவூர். xyxy=(853,1144,1084,1173)
member-paragraph xyxy=(1139,244,1442,324)
member-details: (1) ஷே.முஹம்மது அனஸ், கீழ வழிநடப்பு, வங்காரம்பேட்டை, பாபநாசம், தஞ்சாவூர். (2) ஹா.முகமது ஹக்கீம், கீழ வழிநடப்பு, வங்காரம்பேட்டை, பாபநாசம், தஞ்சாவூர். xyxy=(782,519,1085,580)
booth-number: பாகம் – 296 xyxy=(72,1716,141,1729)
section-gap xyxy=(1139,652,1442,662)
